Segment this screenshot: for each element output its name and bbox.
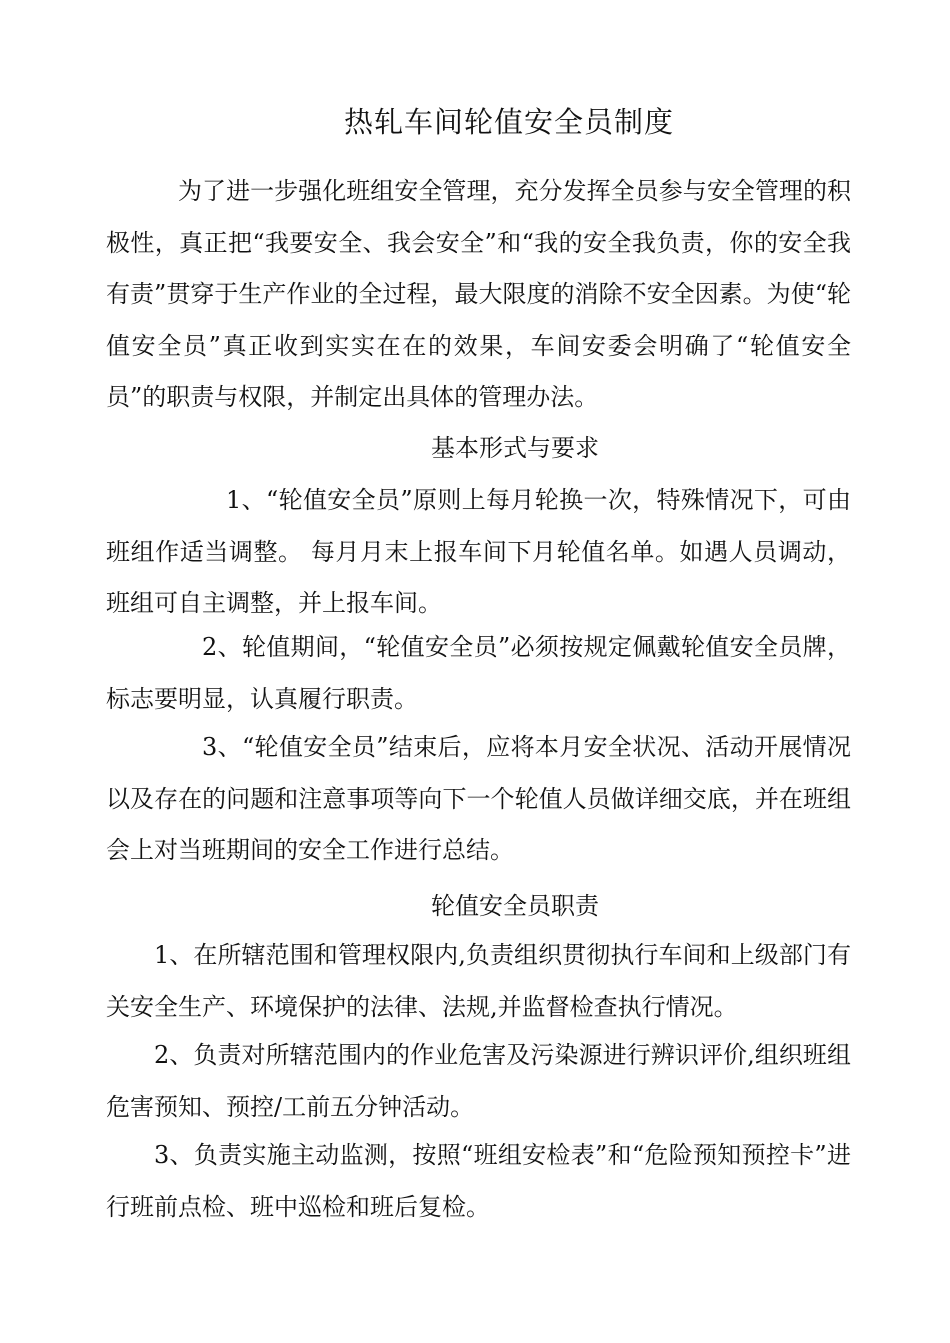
duty-item-3: 3、负责实施主动监测，按照“班组安检表”和“危险预知预控卡”进行班前点检、班中巡检和班后复检。	[106, 1141, 851, 1221]
section-heading-basic-requirements: 基本形式与要求	[431, 434, 599, 462]
duty-item-1: 1、在所辖范围和管理权限内,负责组织贯彻执行车间和上级部门有关安全生产、环境保护的法律、法规,并监督检查执行情况。	[106, 941, 851, 1021]
requirement-item-1: 1、“轮值安全员”原则上每月轮换一次，特殊情况下，可由班组作适当调整。 每月月末上报车间下月轮值名单。如遇人员调动，班组可自主调整，并上报车间。	[106, 486, 851, 617]
intro-paragraph: 为了进一步强化班组安全管理，充分发挥全员参与安全管理的积极性，真正把“我要安全、我会安全”和“我的安全我负责，你的安全我有责”贯穿于生产作业的全过程，最大限度的消除不安全因素。为使“轮值安全员”真正收到实实在在的效果，车间安委会明确了“轮值安全员”的职责与权限，并制定出具体的管理办法。	[106, 177, 851, 411]
requirement-item-3: 3、“轮值安全员”结束后，应将本月安全状况、活动开展情况以及存在的问题和注意事项等向下一个轮值人员做详细交底，并在班组会上对当班期间的安全工作进行总结。	[106, 733, 851, 864]
duty-item-2: 2、负责对所辖范围内的作业危害及污染源进行辨识评价,组织班组危害预知、预控/工前五分钟活动。	[106, 1041, 851, 1121]
document-title: 热轧车间轮值安全员制度	[343, 105, 674, 139]
requirement-item-2: 2、轮值期间，“轮值安全员”必须按规定佩戴轮值安全员牌，标志要明显，认真履行职责。	[106, 633, 851, 713]
section-heading-duties: 轮值安全员职责	[431, 892, 599, 920]
